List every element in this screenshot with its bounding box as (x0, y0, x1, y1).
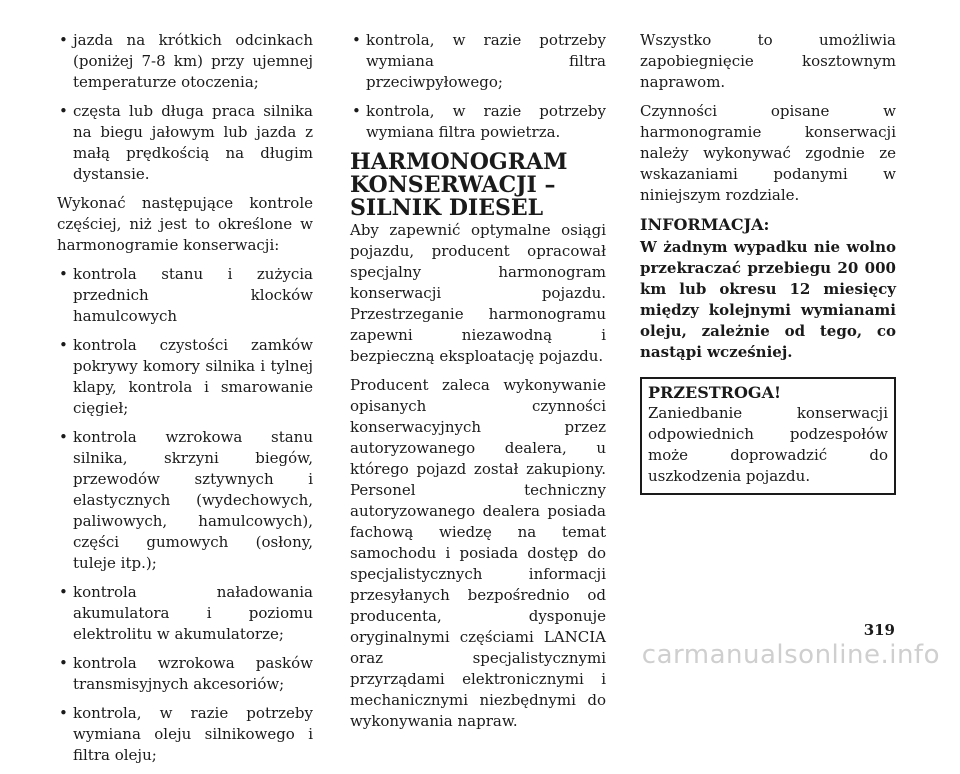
body-paragraph: Wszystko to umożliwia zapobiegnięcie kosztownym naprawom. (640, 31, 896, 91)
warning-title: PRZESTROGA! (648, 383, 781, 402)
list-item: • kontrola wzrokowa pasków transmisyjnych akcesoriów; (57, 653, 313, 695)
body-paragraph: Producent zaleca wykonywanie opisanych czynności konserwacyjnych przez autoryzowanego dealera, u którego pojazd został zakupiony. Personel techniczny autoryzowanego dealera posiada fachową wiedzę na temat samochodu i posiada dostęp do specjalistycznych informacji przesyłanych bezpośrednio od producenta, dysponuje oryginalnymi częściami LANCIA oraz specjalistycznymi przyrządami elektronicznymi i mechanicznymi niezbędnymi do wykonywania napraw. (350, 376, 606, 730)
checks-list (57, 264, 313, 766)
checks-intro: Wykonać następujące kontrole częściej, niż jest to określone w harmonogramie konserwacji: (57, 194, 313, 254)
warning-box (640, 377, 896, 495)
column-middle (350, 30, 606, 740)
body-paragraph: Czynności opisane w harmonogramie konserwacji należy wykonywać zgodnie ze wskazaniami podanymi w niniejszym rozdziale. (640, 102, 896, 204)
list-item: • jazda na krótkich odcinkach (poniżej 7-8 km) przy ujemnej temperaturze otoczenia; (57, 30, 313, 93)
info-heading: INFORMACJA: (640, 215, 770, 234)
list-item: • kontrola, w razie potrzeby wymiana filtra przeciwpyłowego; (350, 30, 606, 93)
list-item: • kontrola, w razie potrzeby wymiana filtra powietrza. (350, 101, 606, 143)
watermark: carmanualsonline.info (641, 640, 940, 670)
body-paragraph: Aby zapewnić optymalne osiągi pojazdu, producent opracował specjalny harmonogram konserwacji pojazdu. Przestrzeganie harmonogramu zapewni niezawodną i bezpieczną eksploatację pojazdu. (350, 221, 606, 365)
list-item: • kontrola, w razie potrzeby wymiana oleju silnikowego i filtra oleju; (57, 703, 313, 766)
section-heading: HARMONOGRAM KONSERWACJI – SILNIK DIESEL (350, 149, 568, 221)
list-item: • kontrola stanu i zużycia przednich klocków hamulcowych (57, 264, 313, 327)
list-item: • częsta lub długa praca silnika na biegu jałowym lub jazda z małą prędkością na długim dystansie. (57, 101, 313, 185)
column-right (640, 30, 896, 495)
info-text: W żadnym wypadku nie wolno przekraczać przebiegu 20 000 km lub okresu 12 miesięcy między kolejnymi wymianami oleju, zależnie od tego, co nastąpi wcześniej. (640, 238, 896, 361)
conditions-list (57, 30, 313, 185)
list-item: • kontrola wzrokowa stanu silnika, skrzyni biegów, przewodów sztywnych i elastycznych (wydechowych, paliwowych, hamulcowych), części gumowych (osłony, tuleje itp.); (57, 427, 313, 574)
warning-text: Zaniedbanie konserwacji odpowiednich podzespołów może doprowadzić do uszkodzenia pojazdu. (648, 404, 888, 485)
checks-list-continued (350, 30, 606, 143)
list-item: • kontrola czystości zamków pokrywy komory silnika i tylnej klapy, kontrola i smarowanie cięgieł; (57, 335, 313, 419)
page-number: 319 (863, 621, 895, 639)
list-item: • kontrola naładowania akumulatora i poziomu elektrolitu w akumulatorze; (57, 582, 313, 645)
